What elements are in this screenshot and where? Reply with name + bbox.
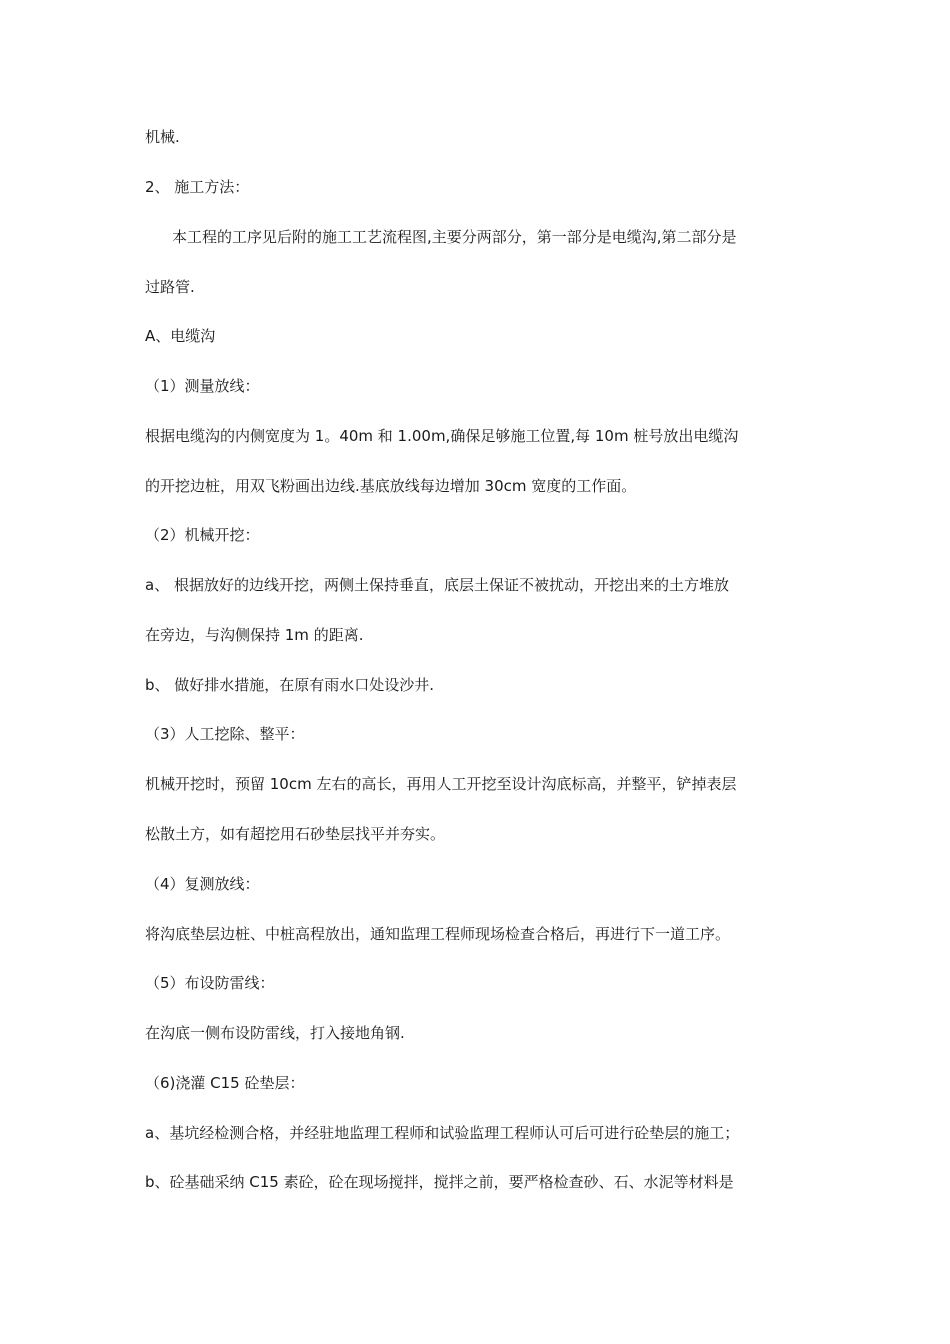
subheading-resurvey: （4）复测放线：: [145, 875, 260, 893]
text-line-7: 根据电缆沟的内侧宽度为 1。40m 和 1.00m,确保足够施工位置,每 10m 桩号放出电缆沟: [145, 427, 739, 445]
subheading-mechanical-excavation: （2）机械开挖：: [145, 526, 260, 544]
text-line-22: b、砼基础采纳 C15 素砼，砼在现场搅拌，搅拌之前，要严格检查砂、石、水泥等材料是: [145, 1173, 734, 1191]
subheading-survey-layout: （1）测量放线：: [145, 377, 260, 395]
text-line-4: 过路管.: [145, 278, 195, 296]
subheading-lightning-wire: （5）布设防雷线：: [145, 974, 275, 992]
text-line-14: 机械开挖时，预留 10cm 左右的高长，再用人工开挖至设计沟底标高，并整平，铲掉表层: [145, 775, 737, 793]
text-line-10: a、 根据放好的边线开挖，两侧土保持垂直，底层土保证不被扰动，开挖出来的土方堆放: [145, 576, 729, 594]
text-line-21: a、基坑经检测合格，并经驻地监理工程师和试验监理工程师认可后可进行砼垫层的施工；: [145, 1124, 740, 1142]
text-line-11: 在旁边，与沟侧保持 1m 的距离.: [145, 626, 364, 644]
subheading-c15-cushion: （6)浇灌 C15 砼垫层：: [145, 1074, 305, 1092]
text-line-1: 机械.: [145, 128, 180, 146]
text-line-15: 松散土方，如有超挖用石砂垫层找平并夯实。: [145, 825, 446, 843]
text-line-19: 在沟底一侧布设防雷线，打入接地角钢.: [145, 1024, 405, 1042]
text-line-8: 的开挖边桩，用双飞粉画出边线.基底放线每边增加 30cm 宽度的工作面。: [145, 477, 637, 495]
subheading-manual-excavation: （3）人工挖除、整平：: [145, 725, 305, 743]
text-line-17: 将沟底垫层边桩、中桩高程放出，通知监理工程师现场检查合格后，再进行下一道工序。: [145, 925, 731, 943]
text-line-3: 本工程的工序见后附的施工工艺流程图,主要分两部分，第一部分是电缆沟,第二部分是: [172, 228, 737, 246]
text-line-12: b、 做好排水措施，在原有雨水口处设沙井.: [145, 676, 435, 694]
section-heading-construction-method: 2、 施工方法：: [145, 178, 250, 196]
section-heading-cable-trench: A、电缆沟: [145, 327, 216, 345]
